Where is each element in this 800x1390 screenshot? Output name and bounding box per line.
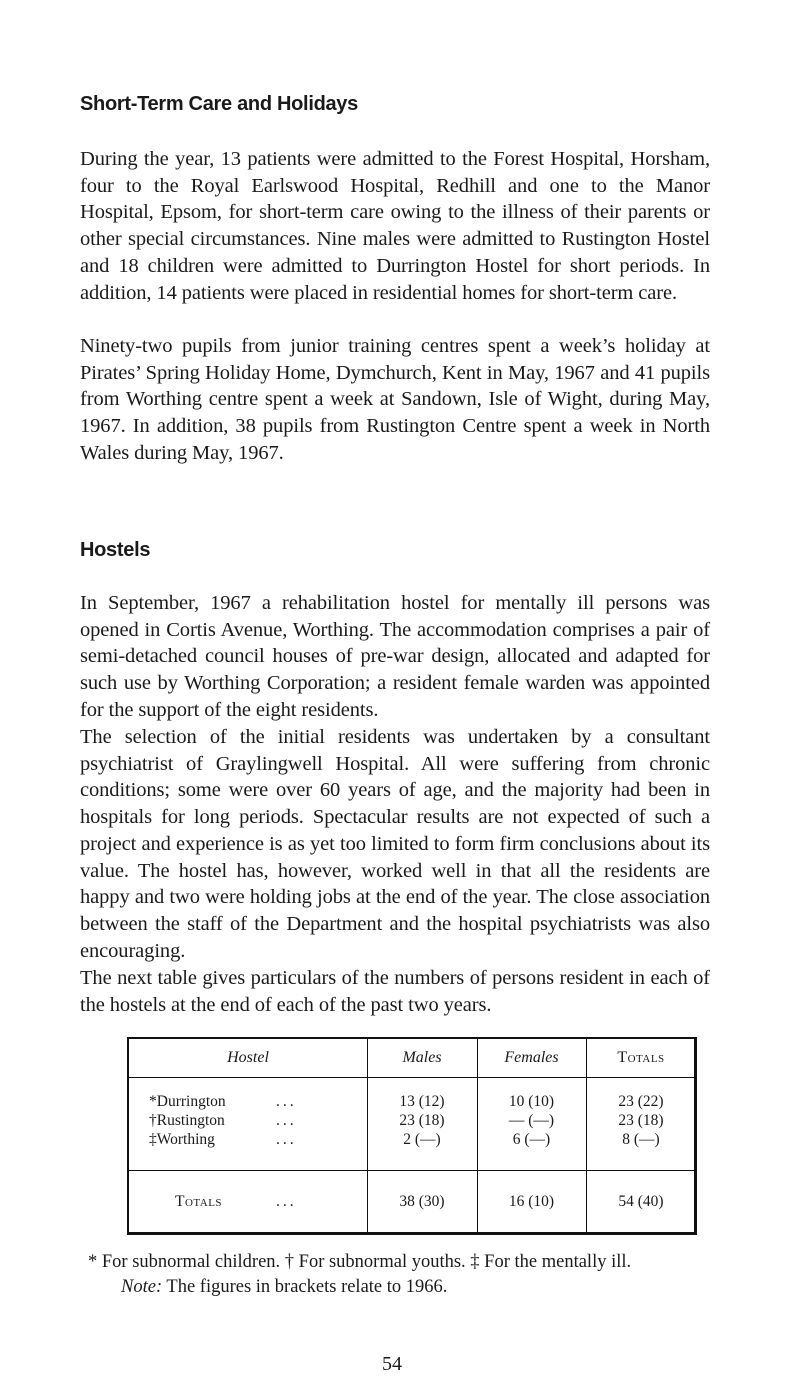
paragraph-holidays: Ninety-two pupils from junior training centres spent a week’s holiday at Pirates’ Spring Holiday Home, Dymchurch, Kent in May, 1967 and 41 pupils from Worthing centre spent a week at Sandown, Isle of Wight, during May, 1967. In addition, 38 pupils from Rustington Centre spent a week in North Wales during May, 1967. [80,335,710,464]
hostels-table [127,1037,697,1235]
paragraph-hostel-opening: In September, 1967 a rehabilitation hostel for mentally ill persons was opened in Cortis Avenue, Worthing. The accommodation comprises a pair of semi-detached council houses of pre-war design, allocated and adapted for such use by Worthing Corporation; a resident female warden was appointed for the support of the eight residents. [80,592,710,721]
totals-totals: 54 (40) [618,1193,664,1210]
totals-females: 16 (10) [508,1193,555,1210]
totals-leader-dots: ... [276,1193,297,1210]
table-footnote-symbols: * For subnormal children. † For subnormal youths. ‡ For the mentally ill. [88,1252,632,1272]
row-leader-dots: ... [276,1131,297,1148]
section-heading-short-term-care: Short-Term Care and Holidays [80,93,358,115]
row-males: 13 (12) [399,1093,445,1110]
table-header-females: Females [504,1049,559,1066]
table-footnote-note [121,1275,447,1299]
row-females: 6 (—) [512,1131,551,1148]
row-males: 2 (—) [403,1131,441,1148]
row-totals: 8 (—) [622,1131,660,1148]
row-leader-dots: ... [276,1093,297,1110]
table-header-hostel: Hostel [227,1049,269,1066]
row-females: — (—) [508,1112,555,1129]
row-hostel-name: ‡Worthing [149,1131,215,1148]
row-males: 23 (18) [399,1112,445,1129]
row-hostel-name: †Rustington [149,1112,225,1129]
row-leader-dots: ... [276,1112,297,1129]
row-hostel-name: *Durrington [149,1093,226,1110]
row-totals: 23 (18) [618,1112,664,1129]
table-header-males: Males [402,1049,442,1066]
row-females: 10 (10) [508,1093,555,1110]
totals-label: Totals [175,1193,223,1210]
paragraph-table-intro: The next table gives particulars of the numbers of persons resident in each of the hostels at the end of each of the past two years. [80,967,710,1016]
paragraph-resident-selection: The selection of the initial residents was undertaken by a consultant psychiatrist of Graylingwell Hospital. All were suffering from chronic conditions; some were over 60 years of age, and the majority had been in hospitals for long periods. Spectacular results are not expected of such a project and experience is as yet too limited to form firm conclusions about its value. The hostel has, however, worked well in that all the residents are happy and two were holding jobs at the end of the year. The close association between the staff of the Department and the hospital psychiatrists was also encouraging. [80,726,710,962]
row-totals: 23 (22) [618,1093,664,1110]
note-text: The figures in brackets relate to 1966. [166,1277,448,1297]
table-header-totals: Totals [617,1049,665,1066]
page-number: 54 [382,1353,402,1375]
paragraph-short-term-care: During the year, 13 patients were admitted to the Forest Hospital, Horsham, four to the Royal Earlswood Hospital, Redhill and one to the Manor Hospital, Epsom, for short-term care owing to the illness of their parents or other special circumstances. Nine males were admitted to Rustington Hostel and 18 children were admitted to Durrington Hostel for short periods. In addition, 14 patients were placed in residential homes for short-term care. [80,148,710,304]
section-heading-hostels: Hostels [80,539,151,561]
totals-males: 38 (30) [399,1193,445,1210]
note-label: Note: [121,1277,163,1297]
table-totals-divider [129,1170,694,1171]
table-header-divider [129,1077,694,1078]
